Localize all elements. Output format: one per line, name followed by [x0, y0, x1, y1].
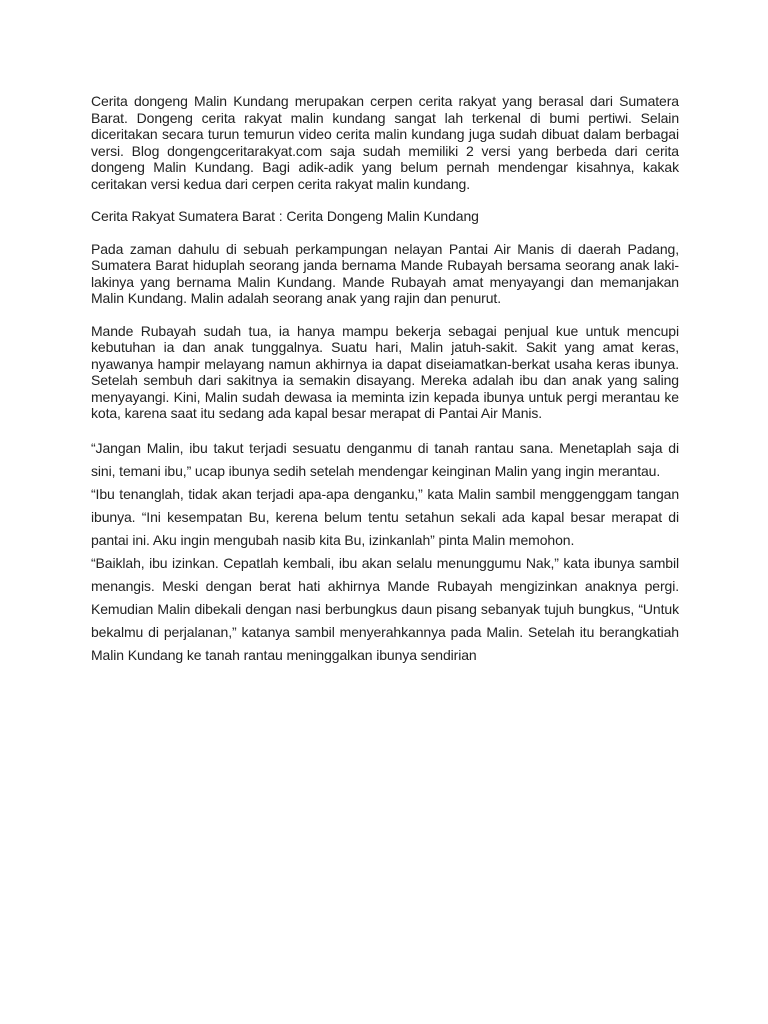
dialog-paragraph-3: “Baiklah, ibu izinkan. Cepatlah kembali, ibu akan selalu menunggumu Nak,” kata ibunya sambil menangis. Meski dengan berat hati akhirnya Mande Rubayah mengizinkan anaknya pergi. Kemudian Malin dibekali dengan nasi berbungkus daun pisang sebanyak tujuh bungkus, “Untuk bekalmu di perjalanan,” katanya sambil menyerahkannya pada Malin. Setelah itu berangkatiah Malin Kundang ke tanah rantau meninggalkan ibunya sendirian	[91, 554, 679, 663]
story-heading: Cerita Rakyat Sumatera Barat : Cerita Dongeng Malin Kundang	[91, 208, 479, 224]
dialog-section	[91, 437, 679, 667]
document-page	[91, 93, 679, 667]
dialog-paragraph-2: “Ibu tenanglah, tidak akan terjadi apa-apa denganku,” kata Malin sambil menggenggam tangan ibunya. “Ini kesempatan Bu, kerena belum tentu setahun sekali ada kapal besar merapat di pantai ini. Aku ingin mengubah nasib kita Bu, izinkanlah” pinta Malin memohon.	[91, 485, 679, 548]
story-paragraph-2: Mande Rubayah sudah tua, ia hanya mampu bekerja sebagai penjual kue untuk mencupi kebutuhan ia dan anak tunggalnya. Suatu hari, Malin jatuh-sakit. Sakit yang amat keras, nyawanya hampir melayang namun akhirnya ia dapat diseiamatkan-berkat usaha keras ibunya. Setelah sembuh dari sakitnya ia semakin disayang. Mereka adalah ibu dan anak yang saling menyayangi. Kini, Malin sudah dewasa ia meminta izin kepada ibunya untuk pergi merantau ke kota, karena saat itu sedang ada kapal besar merapat di Pantai Air Manis.	[91, 322, 679, 421]
dialog-paragraph-1: “Jangan Malin, ibu takut terjadi sesuatu denganmu di tanah rantau sana. Menetaplah saja di sini, temani ibu,” ucap ibunya sedih setelah mendengar keinginan Malin yang ingin merantau.	[91, 439, 679, 479]
intro-paragraph: Cerita dongeng Malin Kundang merupakan cerpen cerita rakyat yang berasal dari Sumatera Barat. Dongeng cerita rakyat malin kundang sangat lah terkenal di bumi pertiwi. Selain diceritakan secara turun temurun video cerita malin kundang juga sudah dibuat dalam berbagai versi. Blog dongengceritarakyat.com saja sudah memiliki 2 versi yang berbeda dari cerita dongeng Malin Kundang. Bagi adik-adik yang belum pernah mendengar kisahnya, kakak ceritakan versi kedua dari cerpen cerita rakyat malin kundang.	[91, 93, 679, 192]
story-paragraph-1: Pada zaman dahulu di sebuah perkampungan nelayan Pantai Air Manis di daerah Padang, Sumatera Barat hiduplah seorang janda bernama Mande Rubayah bersama seorang anak laki-lakinya yang bernama Malin Kundang. Mande Rubayah amat menyayangi dan memanjakan Malin Kundang. Malin adalah seorang anak yang rajin dan penurut.	[91, 240, 679, 306]
